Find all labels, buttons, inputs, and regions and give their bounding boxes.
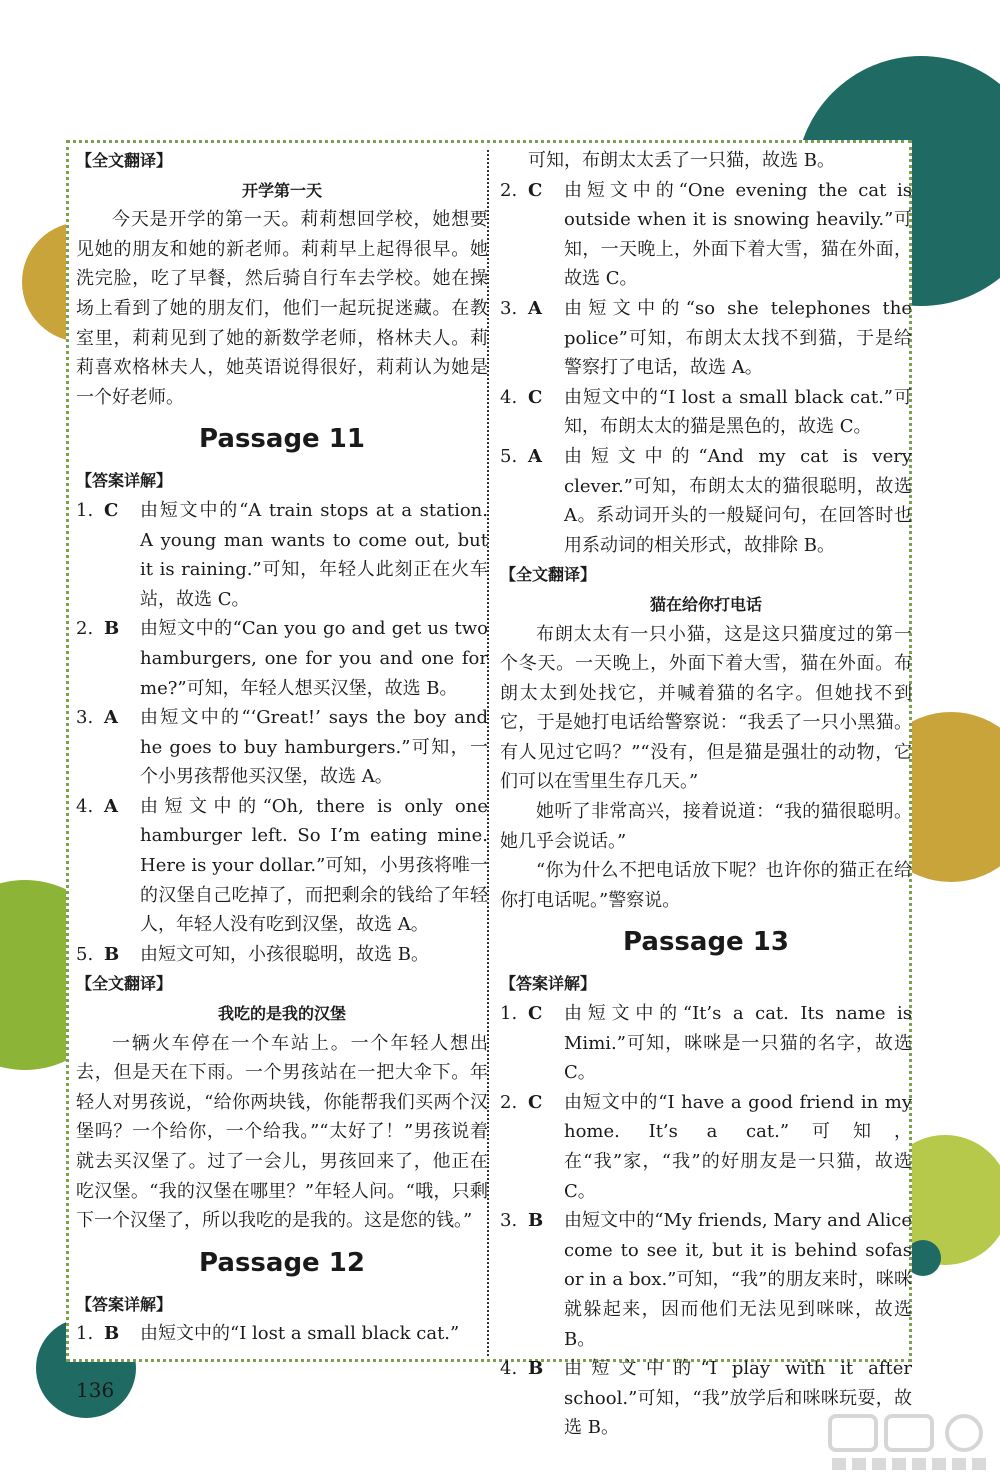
answer-letter: B — [104, 1323, 120, 1345]
item-number: 3. — [500, 1210, 518, 1232]
item-number: 1. — [76, 1323, 94, 1345]
item-number: 4. — [500, 386, 518, 408]
answer-continuation: 可知，布朗太太丢了一只猫，故选 B。 — [528, 150, 835, 171]
answer-item — [500, 442, 912, 560]
item-number: 2. — [76, 618, 94, 640]
section-tag: 【答案详解】 — [76, 1294, 173, 1314]
answer-letter: A — [528, 297, 542, 319]
answer-explanation: 由短文中的“I have a good friend in my home. It’s a cat.”可知，在“我”家，“我”的好朋友是一只猫，故选 C。 — [564, 1091, 912, 1202]
answer-letter: B — [528, 1358, 544, 1380]
answer-explanation: 由短文中的“‘Great!’ says the boy and he goes to buy hamburgers.”可知，一个小男孩帮他买汉堡，故选 A。 — [140, 707, 488, 788]
answer-explanation: 由短文中的“My friends, Mary and Alice come to see it, but it is behind sofas or in a box.”可知，“我”的朋友来时，咪咪就躲起来，因而他们无法见到咪咪，故选 B。 — [564, 1210, 912, 1350]
section-tag: 【全文翻译】 — [76, 974, 173, 994]
translation-title: 我吃的是我的汉堡 — [217, 1004, 346, 1024]
answer-explanation: 由短文中的“And my cat is very clever.”可知，布朗太太的猫很聪明，故选 A。系动词开头的一般疑问句，在回答时也用系动词的相关形式，故排除 B。 — [564, 445, 912, 556]
item-number: 2. — [500, 1091, 518, 1113]
translation-text: 布朗太太有一只小猫，这是这只猫度过的第一个冬天。一天晚上，外面下着大雪，猫在外面。布朗太太到处找它，并喊着猫的名字。但她找不到它，于是她打电话给警察说：“我丢了一只小黑猫。有人见过它吗？”“没有，但是猫是强壮的动物，它们可以在雪里生存几天。” — [500, 623, 912, 793]
answer-letter: C — [528, 386, 543, 408]
section-tag: 【全文翻译】 — [500, 565, 597, 585]
item-number: 5. — [76, 943, 94, 965]
answer-item — [500, 383, 912, 442]
item-number: 1. — [76, 499, 94, 521]
passage-heading: Passage 13 — [623, 927, 789, 958]
item-number: 4. — [76, 795, 94, 817]
answer-item — [500, 294, 912, 383]
left-column — [76, 146, 488, 1349]
answer-list — [500, 176, 912, 561]
right-column — [500, 146, 912, 1443]
watermark-logo-icon — [824, 1410, 994, 1476]
item-number: 5. — [500, 445, 518, 467]
answer-list — [76, 496, 488, 970]
translation-text: 一辆火车停在一个车站上。一个年轻人想出去，但是天在下雨。一个男孩站在一把大伞下。年轻人对男孩说，“给你两块钱，你能帮我们买两个汉堡吗？一个给你，一个给我。”“太好了！”男孩说着就去买汉堡了。过了一会儿，男孩回来了，他正在吃汉堡。“我的汉堡在哪里？”年轻人问。“哦，只剩下一个汉堡了，所以我吃的是我的。这是您的钱。” — [76, 1032, 488, 1232]
answer-explanation: 由短文中的“I lost a small black cat.”可知，布朗太太的猫是黑色的，故选 C。 — [564, 386, 912, 438]
section-tag: 【答案详解】 — [76, 471, 173, 491]
translation-text: 今天是开学的第一天。莉莉想回学校，她想要见她的朋友和她的新老师。莉莉早上起得很早。她洗完脸，吃了早餐，然后骑自行车去学校。她在操场上看到了她的朋友们，他们一起玩捉迷藏。在教室里，莉莉见到了她的新数学老师，格林夫人。莉莉喜欢格林夫人，她英语说得很好，莉莉认为她是一个好老师。 — [76, 209, 488, 408]
answer-explanation: 由短文中的“Oh, there is only one hamburger left. So I’m eating mine. Here is your dollar.”可知，小男孩将唯一的汉堡自己吃掉了，而把剩余的钱给了年轻人，年轻人没有吃到汉堡，故选 A。 — [140, 795, 488, 936]
item-number: 3. — [76, 707, 94, 729]
answer-item — [76, 940, 488, 970]
answer-letter: B — [528, 1210, 544, 1232]
answer-letter: B — [104, 943, 120, 965]
answer-letter: C — [528, 1091, 543, 1113]
answer-explanation: 由短文中的“It’s a cat. Its name is Mimi.”可知，咪咪是一只猫的名字，故选 C。 — [564, 1003, 912, 1084]
answer-item — [76, 792, 488, 940]
answer-item — [500, 999, 912, 1088]
answer-letter: B — [104, 618, 120, 640]
item-number: 2. — [500, 179, 518, 201]
answer-explanation: 由短文中的“so she telephones the police”可知，布朗太太找不到猫，于是给警察打了电话，故选 A。 — [564, 297, 912, 379]
answer-item — [76, 1319, 488, 1349]
answer-explanation: 由短文中的“A train stops at a station. A young man wants to come out, but it is raining.”可知，年轻人此刻正在火车站，故选 C。 — [140, 499, 488, 610]
answer-item — [76, 703, 488, 792]
answer-explanation: 由短文可知，小孩很聪明，故选 B。 — [140, 943, 429, 965]
passage-heading: Passage 12 — [199, 1247, 365, 1278]
page-number: 136 — [76, 1378, 115, 1402]
translation-text: 她听了非常高兴，接着说道：“我的猫很聪明。她几乎会说话。” — [500, 801, 912, 852]
answer-item — [500, 1206, 912, 1354]
answer-explanation: 由短文中的“I lost a small black cat.” — [140, 1323, 460, 1345]
answer-letter: A — [104, 707, 118, 729]
translation-text: “你为什么不把电话放下呢？也许你的猫正在给你打电话呢。”警察说。 — [500, 860, 912, 911]
section-tag: 【全文翻译】 — [76, 151, 173, 170]
answer-explanation: 由短文中的“Can you go and get us two hamburgers, one for you and one for me?”可知，年轻人想买汉堡，故选 B。 — [140, 618, 488, 699]
answer-item — [500, 1088, 912, 1206]
answer-explanation: 由短文中的“One evening the cat is outside when it is snowing heavily.”可知，一天晚上，外面下着大雪，猫在外面，故选 C。 — [564, 179, 912, 290]
answer-letter: A — [104, 795, 118, 817]
answer-letter: A — [528, 445, 542, 467]
item-number: 3. — [500, 297, 518, 319]
section-tag: 【答案详解】 — [500, 974, 597, 994]
answer-list — [500, 999, 912, 1443]
passage-heading: Passage 11 — [199, 424, 365, 455]
translation-title: 猫在给你打电话 — [649, 594, 762, 614]
item-number: 1. — [500, 1003, 518, 1025]
answer-explanation: 由短文中的“I play with it after school.”可知，“我”放学后和咪咪玩耍，故选 B。 — [564, 1358, 912, 1439]
answer-item — [76, 614, 488, 703]
translation-title: 开学第一天 — [241, 180, 322, 200]
answer-letter: C — [528, 179, 543, 201]
item-number: 4. — [500, 1358, 518, 1380]
answer-letter: C — [104, 499, 119, 521]
answer-item — [500, 176, 912, 294]
answer-letter: C — [528, 1003, 543, 1025]
answer-item — [76, 496, 488, 614]
